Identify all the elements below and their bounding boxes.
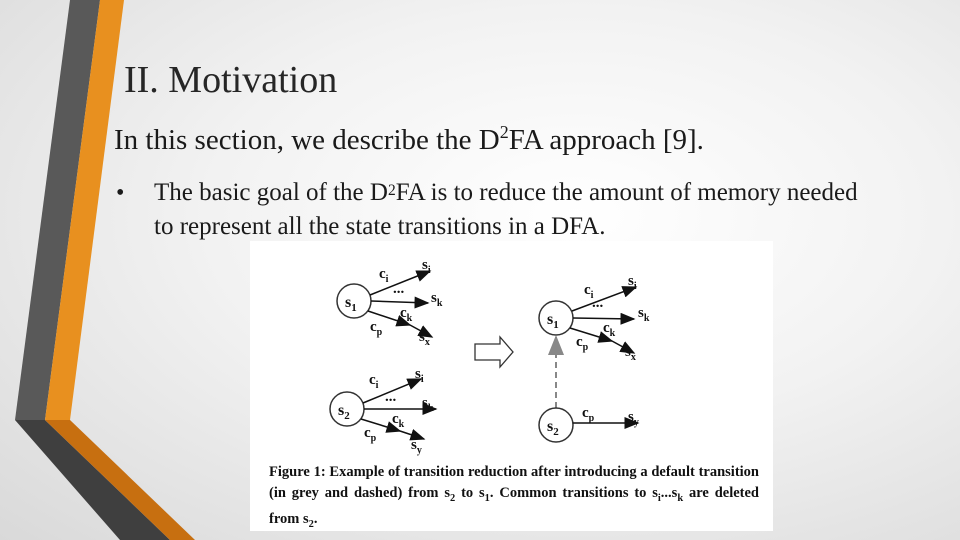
bullet-prefix: The basic goal of the D (154, 179, 388, 206)
transition-diagram (250, 241, 773, 461)
right-block-arrow-icon (475, 337, 513, 367)
label-cp: $c_p$ (370, 319, 383, 338)
label-ck-2: $c_k$ (392, 411, 405, 430)
state-s1-label: $s_1$ (345, 294, 357, 314)
label-ci-2: $c_i$ (369, 372, 379, 391)
caption-sub-5: 2 (308, 518, 314, 530)
label-ellipsis: ... (393, 281, 405, 297)
caption-text-1: Example of transition reduction after introducing a default transition (in grey and dashed) from s (269, 464, 759, 501)
label-sk-2: $s_k$ (422, 395, 434, 414)
state-s1-label-right: $s_1$ (547, 311, 559, 331)
label-cp-right-2: $c_p$ (582, 405, 595, 424)
label-sy: $s_y$ (411, 437, 422, 456)
edge-to-sk-right (573, 318, 634, 319)
diagram-top-left (337, 257, 443, 348)
bullet-superscript: 2 (387, 182, 396, 199)
label-cp-right: $c_p$ (576, 334, 589, 353)
label-sk: $s_k$ (431, 290, 443, 309)
label-ci: $c_i$ (379, 266, 389, 285)
dark-stripe-lower (15, 420, 170, 540)
edge-to-sk (371, 301, 428, 303)
caption-sub-2: 1 (484, 492, 490, 504)
label-si-right: $s_i$ (628, 273, 637, 292)
caption-text-6: . (313, 510, 318, 527)
diagram-right (539, 273, 650, 442)
caption-text-3: . Common transitions to s (489, 485, 658, 501)
state-s2-label: $s_2$ (338, 402, 350, 422)
caption-text-4: ...s (660, 485, 678, 501)
slide-title: II. Motivation (124, 59, 338, 101)
lead-superscript: 2 (499, 122, 509, 142)
lead-suffix: FA approach [9]. (508, 124, 704, 156)
label-sy-right: $s_y$ (628, 409, 639, 428)
figure-caption (269, 462, 759, 535)
caption-sub-3: i (657, 492, 661, 504)
label-ellipsis-right: ... (592, 295, 604, 311)
bullet-suffix: FA is to reduce the amount of memory needed to represent all the state transitions in a DFA. (154, 179, 858, 240)
caption-sub-1: 2 (450, 492, 456, 504)
bullet-text (116, 176, 876, 244)
diagram-bottom-left (330, 366, 436, 456)
label-ck: $c_k$ (400, 305, 413, 324)
label-si-2: $s_i$ (415, 366, 424, 385)
caption-label: Figure 1: (269, 464, 326, 480)
label-sx-right: $s_x$ (625, 344, 636, 363)
label-cp-2: $c_p$ (364, 425, 377, 444)
caption-sub-4: k (677, 492, 684, 504)
caption-text-5: are deleted from s (269, 485, 759, 527)
label-ck-right: $c_k$ (603, 320, 616, 339)
label-si: $s_i$ (422, 257, 431, 276)
label-sx: $s_x$ (419, 329, 430, 348)
lead-prefix: In this section, we describe the D (114, 124, 500, 156)
bullet-marker: • (116, 180, 125, 206)
state-s2-label-right: $s_2$ (547, 418, 559, 438)
bullet-point (116, 176, 876, 244)
caption-text-2: to s (455, 485, 485, 501)
label-ellipsis-2: ... (385, 389, 397, 405)
label-sk-right: $s_k$ (638, 305, 650, 324)
lead-sentence (114, 124, 704, 157)
figure-panel (250, 241, 773, 531)
edge-to-si-right (572, 287, 636, 311)
label-ci-right: $c_i$ (584, 282, 594, 301)
